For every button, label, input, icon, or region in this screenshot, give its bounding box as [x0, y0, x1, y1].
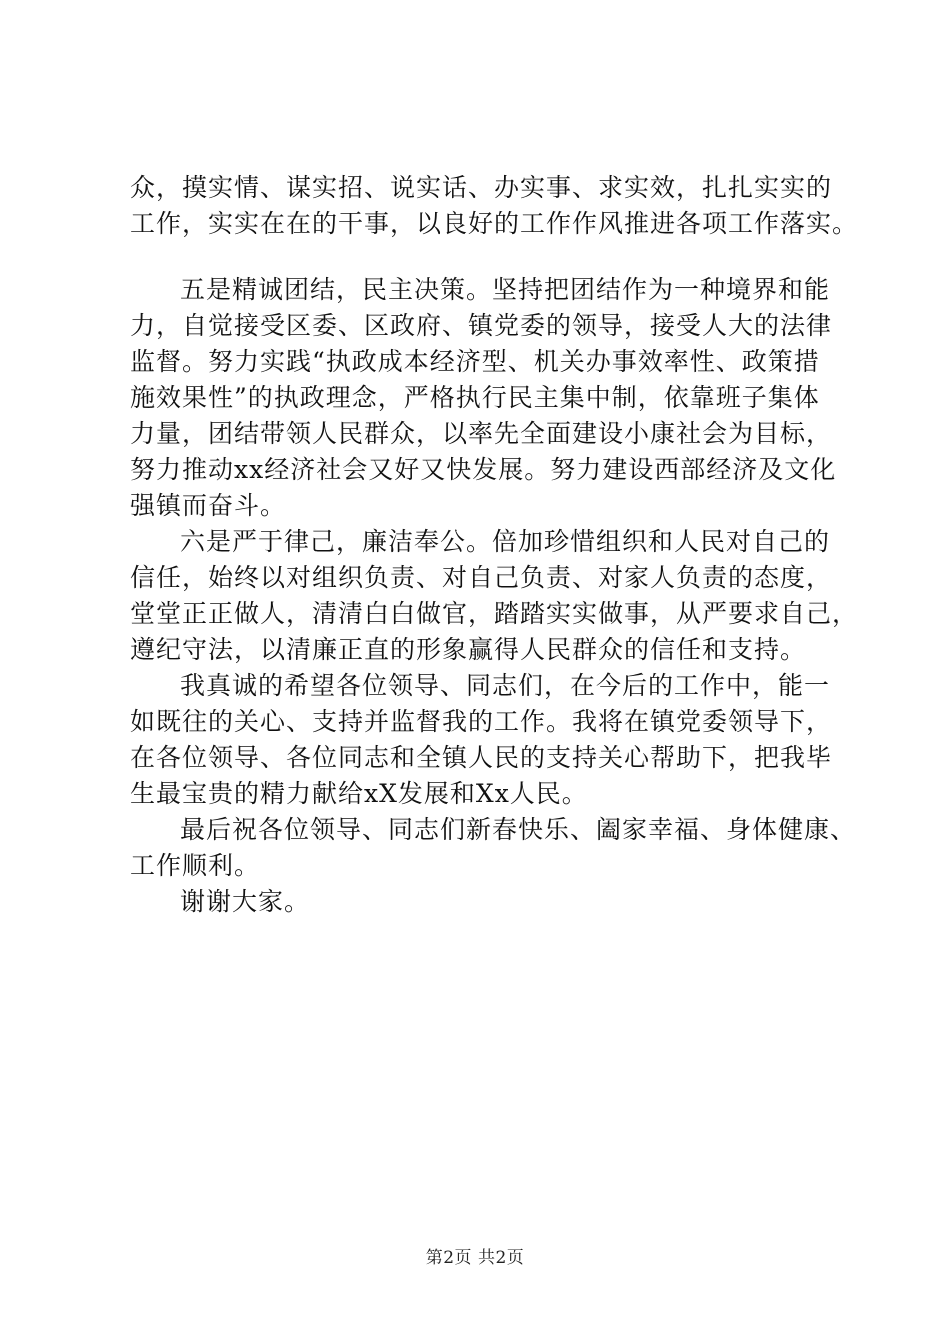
text-line: 在各位领导、各位同志和全镇人民的支持关心帮助下，把我毕 [130, 743, 833, 772]
text-line: 生最宝贵的精力献给xX发展和Xx人民。 [130, 779, 588, 808]
text-line: 努力推动xx经济社会又好又快发展。努力建设西部经济及文化 [130, 455, 837, 484]
text-line: 如既往的关心、支持并监督我的工作。我将在镇党委领导下， [130, 707, 833, 736]
text-line: 工作，实实在在的干事，以良好的工作作风推进各项工作落实。 [130, 209, 859, 238]
paragraph-start-line: 六是严于律己，廉洁奉公。倍加珍惜组织和人民对自己的 [180, 527, 831, 556]
text-line: 施效果性”的执政理念，严格执行民主集中制，依靠班子集体 [130, 383, 820, 412]
text-line: 强镇而奋斗。 [130, 491, 287, 520]
text-line: 遵纪守法，以清廉正直的形象赢得人民群众的信任和支持。 [130, 635, 807, 664]
text-line: 众，摸实情、谋实招、说实话、办实事、求实效，扎扎实实的 [130, 173, 833, 202]
text-line: 堂堂正正做人，清清白白做官，踏踏实实做事，从严要求自己， [130, 599, 859, 628]
page-footer: 第2页 共2页 [425, 1248, 525, 1268]
text-line: 信任，始终以对组织负责、对自己负责、对家人负责的态度， [130, 563, 833, 592]
paragraph-start-line: 最后祝各位领导、同志们新春快乐、阖家幸福、身体健康、 [180, 815, 857, 844]
text-line: 工作顺利。 [130, 851, 261, 880]
text-line: 力量，团结带领人民群众，以率先全面建设小康社会为目标， [130, 419, 833, 448]
document-body [130, 170, 859, 920]
closing-line: 谢谢大家。 [180, 887, 311, 916]
paragraph-gap [130, 242, 830, 272]
text-line: 力，自觉接受区委、区政府、镇党委的领导，接受人大的法律 [130, 311, 833, 340]
paragraph-start-line: 五是精诚团结，民主决策。坚持把团结作为一种境界和能 [180, 275, 831, 304]
text-line: 监督。努力实践“执政成本经济型、机关办事效率性、政策措 [130, 347, 820, 376]
paragraph-start-line: 我真诚的希望各位领导、同志们，在今后的工作中，能一 [180, 671, 831, 700]
